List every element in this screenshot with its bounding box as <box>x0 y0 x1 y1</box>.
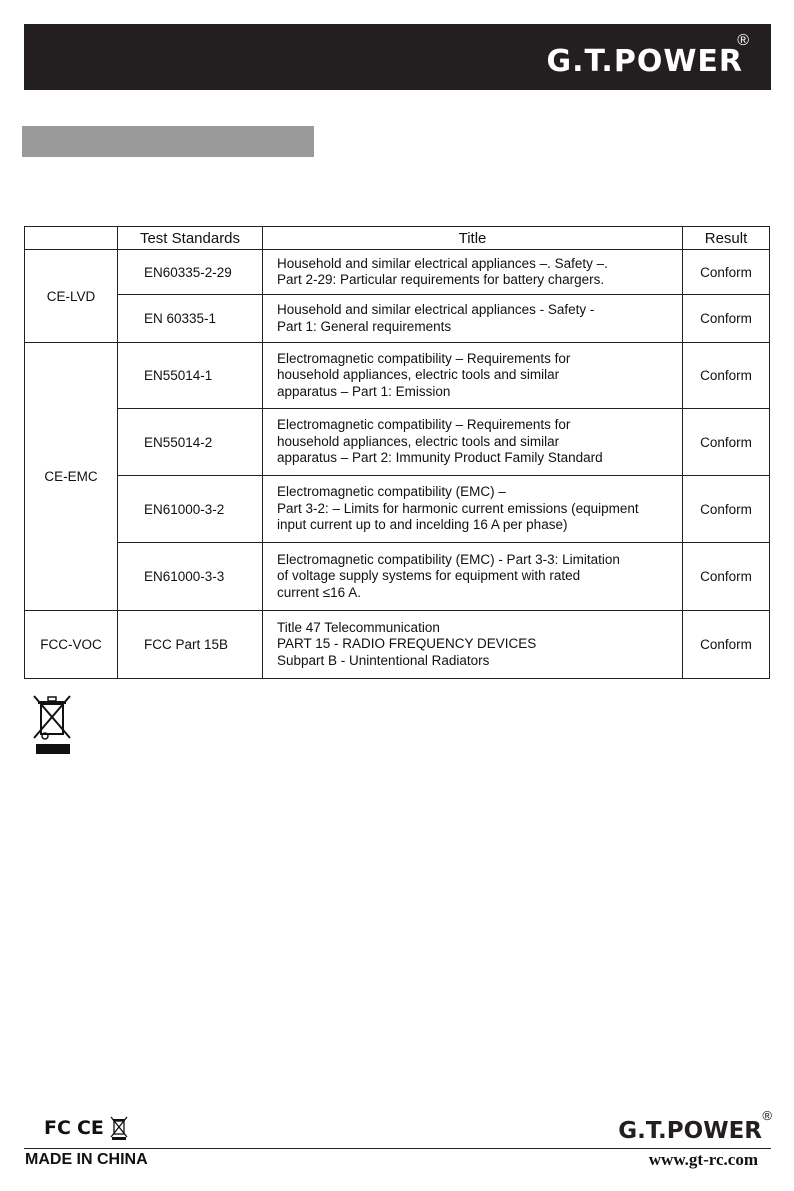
title-cell <box>263 476 683 543</box>
result-cell: Conform <box>683 611 770 679</box>
title-line: current ≤16 A. <box>277 584 361 600</box>
result-cell: Conform <box>683 409 770 476</box>
standards-table <box>24 226 770 679</box>
table-row <box>25 409 770 476</box>
table-row <box>25 250 770 295</box>
title-line: Subpart B - Unintentional Radiators <box>277 652 490 668</box>
title-line: Title 47 Telecommunication <box>277 619 440 635</box>
group-cell: CE-LVD <box>25 250 118 343</box>
title-line: Household and similar electrical appliances - Safety - <box>277 302 595 317</box>
title-cell <box>263 611 683 679</box>
title-line: household appliances, electric tools and similar <box>277 367 560 383</box>
title-line: of voltage supply systems for equipment with rated <box>277 568 581 584</box>
title-cell <box>263 543 683 611</box>
result-cell: Conform <box>683 250 770 295</box>
title-cell <box>263 250 683 295</box>
title-line: apparatus – Part 1: Emission <box>277 383 451 399</box>
weee-bin-icon <box>32 692 74 756</box>
title-line: Electromagnetic compatibility (EMC) - Part 3-3: Limitation <box>277 551 620 567</box>
brand-logo: G.T.POWER <box>546 44 743 79</box>
header-cell-title: Title <box>263 227 683 250</box>
footer-registered-mark: ® <box>762 1108 772 1123</box>
standard-cell: FCC Part 15B <box>118 611 263 679</box>
group-cell: CE-EMC <box>25 343 118 611</box>
fcc-logo-icon: FC <box>44 1117 71 1139</box>
title-line: Part 3-2: – Limits for harmonic current emissions (equipment <box>277 500 639 516</box>
result-cell: Conform <box>683 543 770 611</box>
title-cell <box>263 409 683 476</box>
result-cell: Conform <box>683 343 770 409</box>
registered-mark: ® <box>737 32 749 49</box>
title-line: input current up to and incelding 16 A per phase) <box>277 517 568 533</box>
standard-cell: EN55014-1 <box>118 343 263 409</box>
title-line: Electromagnetic compatibility – Requirements for <box>277 417 571 433</box>
standard-cell: EN61000-3-3 <box>118 543 263 611</box>
title-line: household appliances, electric tools and similar <box>277 433 560 449</box>
result-cell: Conform <box>683 295 770 343</box>
header-cell-result: Result <box>683 227 770 250</box>
title-cell <box>263 295 683 343</box>
table-row <box>25 295 770 343</box>
footer-divider <box>24 1148 771 1149</box>
group-cell: FCC-VOC <box>25 611 118 679</box>
weee-small-icon <box>110 1116 128 1140</box>
standard-cell: EN 60335-1 <box>118 295 263 343</box>
certification-marks <box>44 1116 128 1140</box>
title-line: Part 2-29: Particular requirements for battery chargers. <box>277 272 605 287</box>
title-line: apparatus – Part 2: Immunity Product Family Standard <box>277 450 603 466</box>
made-in-label: MADE IN CHINA <box>25 1151 148 1168</box>
website-url[interactable]: www.gt-rc.com <box>648 1150 758 1169</box>
result-cell: Conform <box>683 476 770 543</box>
header-cell-group <box>25 227 118 250</box>
table-row <box>25 343 770 409</box>
title-line: Electromagnetic compatibility – Requirements for <box>277 350 571 366</box>
footer-brand-logo: G.T.POWER <box>618 1118 762 1144</box>
title-line: Part 1: General requirements <box>277 318 452 334</box>
title-cell <box>263 343 683 409</box>
ce-mark-icon: CE <box>76 1117 104 1139</box>
title-line: PART 15 - RADIO FREQUENCY DEVICES <box>277 636 537 652</box>
table-row <box>25 476 770 543</box>
section-tab <box>22 126 314 157</box>
standard-cell: EN61000-3-2 <box>118 476 263 543</box>
standard-cell: EN60335-2-29 <box>118 250 263 295</box>
table-row <box>25 543 770 611</box>
title-line: Household and similar electrical appliances –. Safety –. <box>277 255 608 271</box>
standard-cell: EN55014-2 <box>118 409 263 476</box>
table-row <box>25 611 770 679</box>
header-bar <box>24 24 771 90</box>
header-cell-standards: Test Standards <box>118 227 263 250</box>
title-line: Electromagnetic compatibility (EMC) – <box>277 484 506 500</box>
table-header-row <box>25 227 770 250</box>
